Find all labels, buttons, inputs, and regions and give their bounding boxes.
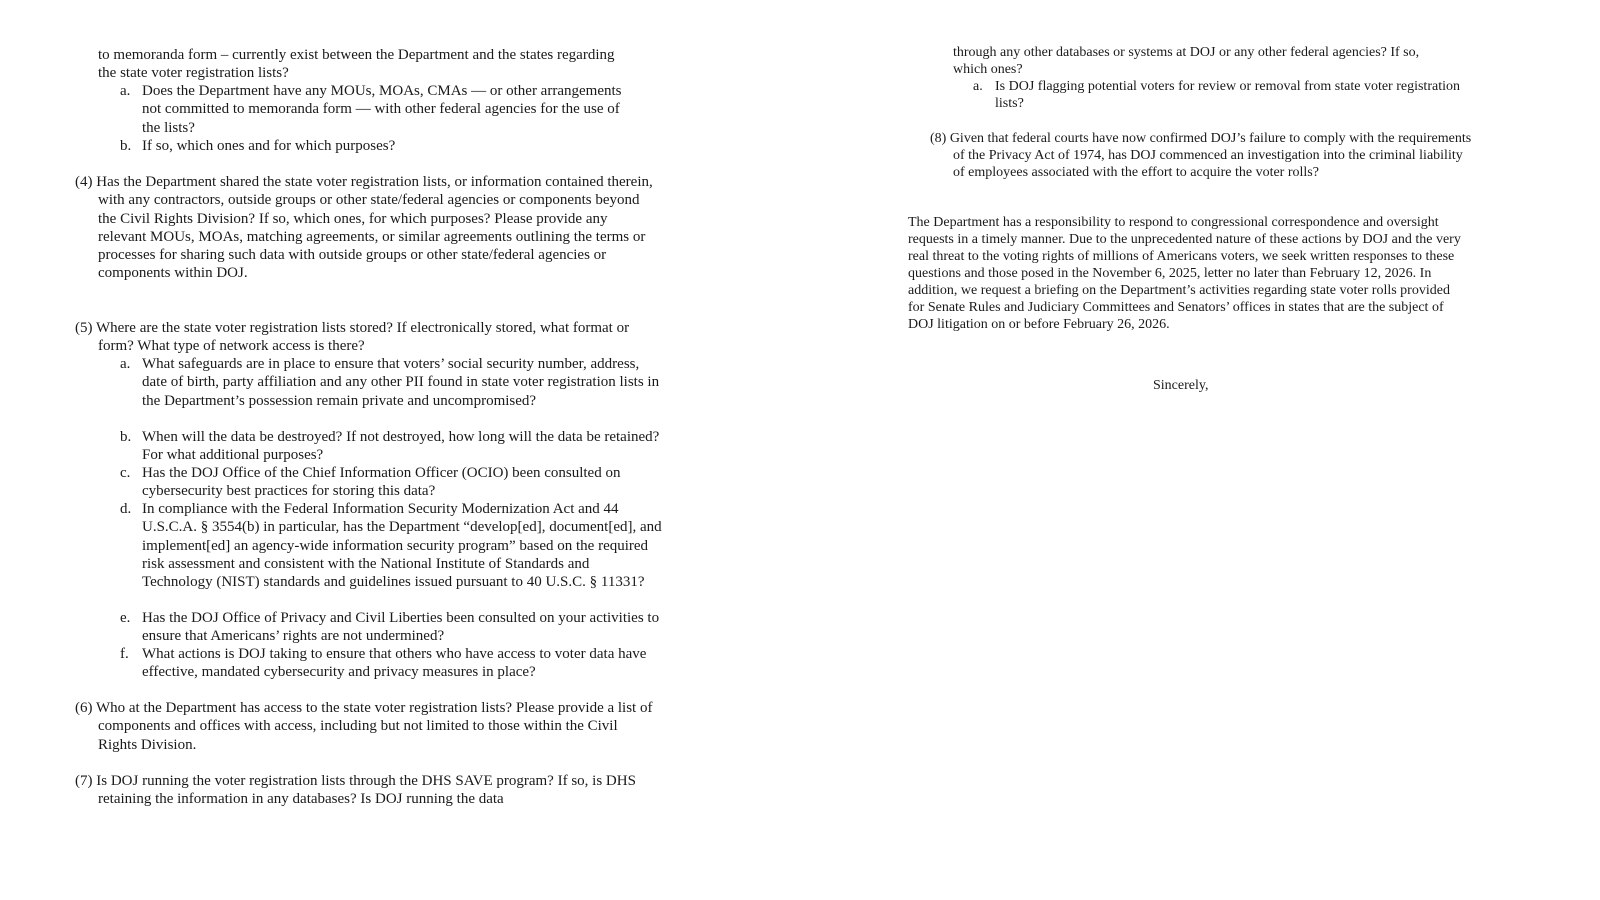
question-6: (6) Who at the Department has access to the state voter registration lists? Please provide a list of components and offices with access, including but not limited to those within the Civil Rights Division. (75, 700, 653, 753)
closing-paragraph: The Department has a responsibility to respond to congressional correspondence and oversight requests in a timely manner. Due to the unprecedented nature of these actions by DOJ and the very real threat to the voting rights of millions of Americans voters, we seek written responses to these questions and those posed in the November 6, 2025, letter no later than February 12, 2026. In addition, we request a briefing on the Department’s activities regarding state voter rolls provided for Senate Rules and Judiciary Committees and Senators’ offices in states that are the subject of DOJ litigation on or before February 26, 2026. (908, 215, 1461, 332)
list-item-label: a. (973, 79, 983, 94)
list-item (120, 355, 662, 410)
list-item-label: b. (120, 429, 132, 445)
list-item (973, 78, 1465, 112)
question-7-continued: through any other databases or systems at DOJ or any other federal agencies? If so, which ones? (953, 45, 1420, 77)
list-item-text: Is DOJ flagging potential voters for review or removal from state voter registration lists? (995, 79, 1460, 111)
question-7: (7) Is DOJ running the voter registration lists through the DHS SAVE program? If so, is DHS retaining the information in any databases? Is DOJ running the data (75, 773, 636, 808)
list-item-text: Has the DOJ Office of the Chief Information Officer (OCIO) been consulted on cybersecurity best practices for storing this data? (142, 465, 621, 500)
list-item (120, 500, 662, 591)
signoff: Sincerely, (1153, 378, 1209, 393)
intro-paragraph: to memoranda form – currently exist between the Department and the states regarding the state voter registration lists? (98, 47, 615, 82)
list-item (120, 609, 662, 646)
list-item-label: b. (120, 138, 132, 154)
list-item-label: a. (120, 83, 131, 99)
question-4: (4) Has the Department shared the state voter registration lists, or information contained therein, with any contractors, outside groups or other state/federal agencies or components beyond the Civil Rights Division? If so, which ones, for which purposes? Please provide any relevant MOUs, MOAs, matching agreements, or similar agreements outlining the terms or processes for sharing such data with outside groups or other state/federal agencies or components within DOJ. (75, 174, 653, 282)
list-item-label: e. (120, 610, 131, 626)
list-item (120, 137, 640, 155)
question-5: (5) Where are the state voter registration lists stored? If electronically stored, what format or form? What type of network access is there? (75, 320, 630, 355)
list-item (120, 464, 662, 501)
question-8: (8) Given that federal courts have now confirmed DOJ’s failure to comply with the requirements of the Privacy Act of 1974, has DOJ commenced an investigation into the criminal liability of employees associated with the effort to acquire the voter rolls? (930, 131, 1472, 180)
list-item-text: Does the Department have any MOUs, MOAs, CMAs — or other arrangements not committed to memoranda form — with other federal agencies for the use of the lists? (142, 83, 622, 136)
list-item-text: What actions is DOJ taking to ensure that others who have access to voter data have effective, mandated cybersecurity and privacy measures in place? (142, 646, 647, 681)
list-item-label: d. (120, 501, 132, 517)
list-item-label: f. (120, 646, 129, 662)
list-item-text: When will the data be destroyed? If not destroyed, how long will the data be retained? For what additional purposes? (142, 429, 660, 464)
list-item-text: If so, which ones and for which purposes? (142, 138, 396, 154)
list-item-label: a. (120, 356, 131, 372)
right-page (800, 0, 1600, 900)
list-item-text: Has the DOJ Office of Privacy and Civil Liberties been consulted on your activities to ensure that Americans’ rights are not undermined? (142, 610, 660, 645)
list-item-text: In compliance with the Federal Information Security Modernization Act and 44 U.S.C.A. § 3554(b) in particular, has the Department “develop[ed], document[ed], and implement[ed] an agency-wide information security program” based on the required risk assessment and consistent with the National Institute of Standards and Technology (NIST) standards and guidelines issued pursuant to 40 U.S.C. § 11331? (142, 501, 662, 591)
list-item (120, 82, 640, 137)
list-item (120, 428, 662, 465)
list-item (120, 645, 662, 682)
list-item-text: What safeguards are in place to ensure that voters’ social security number, address, date of birth, party affiliation and any other PII found in state voter registration lists in the Department’s possession remain private and uncompromised? (142, 356, 660, 409)
list-item-label: c. (120, 465, 131, 481)
